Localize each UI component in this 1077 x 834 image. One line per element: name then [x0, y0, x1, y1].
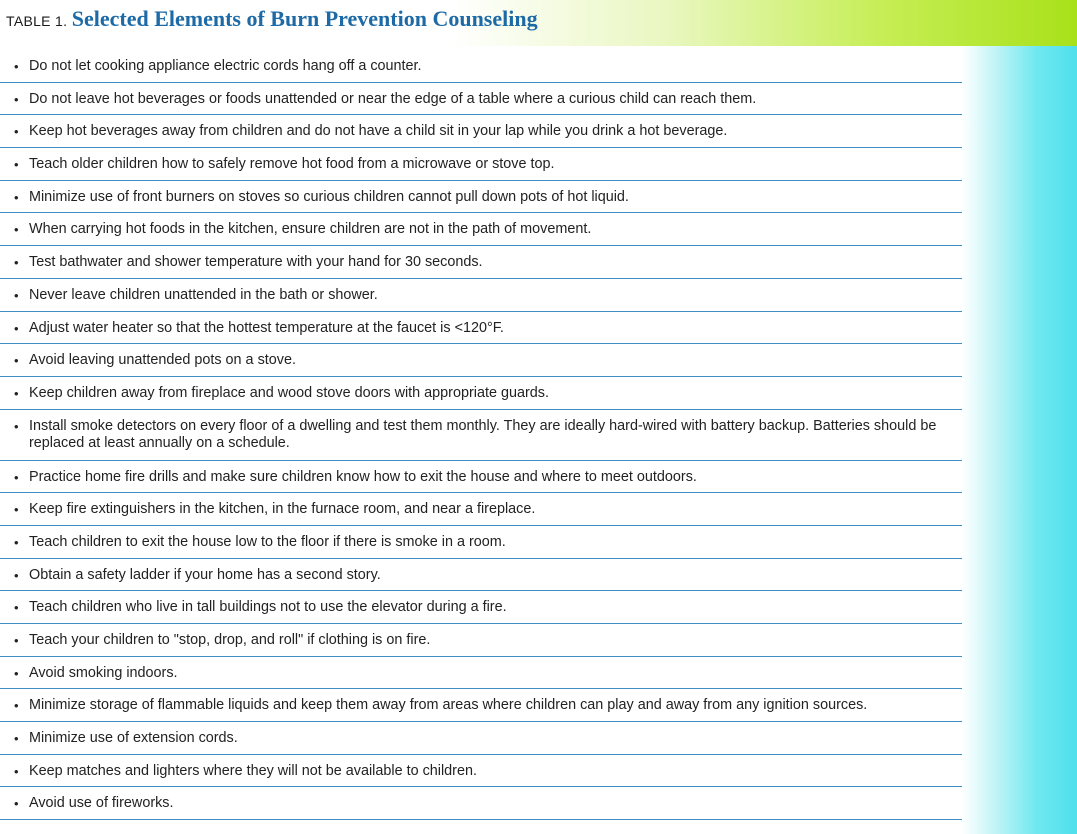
list-item — [0, 493, 962, 526]
bullet-icon: • — [14, 763, 19, 779]
bullet-icon: • — [14, 731, 19, 747]
list-item-text: Do not let cooking appliance electric cords hang off a counter. — [29, 58, 422, 74]
list-item — [0, 312, 962, 345]
list-item-text: Teach your children to "stop, drop, and roll" if clothing is on fire. — [29, 632, 431, 648]
table-caption — [6, 6, 538, 32]
list-item — [0, 722, 962, 755]
list-item-text: Avoid use of fireworks. — [29, 795, 174, 812]
list-item-text: Teach children to exit the house low to the floor if there is smoke in a room. — [29, 533, 506, 550]
list-item-text: Install smoke detectors on every floor of a dwelling and test them monthly. They are ideally hard-wired with battery backup. Batteries should be replaced at least annually on a schedule. — [29, 417, 937, 451]
bullet-icon: • — [14, 502, 19, 518]
bullet-icon: • — [14, 320, 19, 336]
list-item-text: Teach older children how to safely remove hot food from a microwave or stove top. — [29, 156, 555, 173]
list-item — [0, 115, 962, 148]
bullet-icon: • — [14, 222, 19, 238]
bullet-icon: • — [14, 418, 19, 434]
list-item-text: Do not leave hot beverages or foods unattended or near the edge of a table where a curious child can reach them. — [29, 90, 757, 107]
bullet-icon: • — [14, 91, 19, 107]
list-item — [0, 461, 962, 494]
list-item-text: Practice home fire drills and make sure children know how to exit the house and where to meet outdoors. — [29, 468, 697, 485]
bullet-icon: • — [14, 385, 19, 401]
bullet-icon: • — [14, 567, 19, 583]
bullet-icon: • — [14, 665, 19, 681]
list-item — [0, 246, 962, 279]
bullet-icon: • — [14, 157, 19, 173]
list-item — [0, 181, 962, 214]
bullet-icon: • — [14, 59, 19, 74]
list-item — [0, 624, 962, 657]
counseling-list — [0, 50, 962, 820]
list-item — [0, 755, 962, 788]
list-item — [0, 410, 962, 461]
list-item-text: Avoid smoking indoors. — [29, 664, 178, 681]
list-item-text: Minimize use of extension cords. — [29, 730, 238, 747]
bullet-icon: • — [14, 353, 19, 369]
table-label: TABLE 1. — [6, 13, 68, 29]
list-item — [0, 377, 962, 410]
list-item-text: Minimize storage of flammable liquids and keep them away from areas where children can play and away from any ignition sources. — [29, 697, 868, 714]
list-item-text: Keep fire extinguishers in the kitchen, in the furnace room, and near a fireplace. — [29, 501, 536, 518]
table-title: Selected Elements of Burn Prevention Counseling — [71, 6, 538, 31]
list-item-text: Teach children who live in tall buildings not to use the elevator during a fire. — [29, 599, 507, 616]
list-item — [0, 213, 962, 246]
list-item-text: Test bathwater and shower temperature with your hand for 30 seconds. — [29, 254, 483, 271]
bullet-icon: • — [14, 287, 19, 303]
list-item — [0, 559, 962, 592]
list-item — [0, 50, 962, 83]
bullet-icon: • — [14, 600, 19, 616]
list-item — [0, 591, 962, 624]
list-item-text: Keep matches and lighters where they will not be available to children. — [29, 762, 477, 779]
table-header — [0, 0, 1077, 46]
list-item-text: Never leave children unattended in the bath or shower. — [29, 286, 378, 303]
list-item — [0, 689, 962, 722]
bullet-icon: • — [14, 189, 19, 205]
list-item — [0, 344, 962, 377]
list-item — [0, 787, 962, 820]
list-item-text: When carrying hot foods in the kitchen, ensure children are not in the path of movement. — [29, 221, 592, 238]
list-item-text: Adjust water heater so that the hottest temperature at the faucet is <120°F. — [29, 319, 504, 336]
list-item-text: Keep children away from fireplace and wood stove doors with appropriate guards. — [29, 384, 549, 401]
list-item-text: Obtain a safety ladder if your home has a second story. — [29, 566, 381, 583]
bullet-icon: • — [14, 796, 19, 812]
bullet-icon: • — [14, 534, 19, 550]
bullet-icon: • — [14, 124, 19, 140]
list-item — [0, 526, 962, 559]
decorative-side-band — [962, 46, 1077, 834]
list-item-text: Avoid leaving unattended pots on a stove. — [29, 352, 296, 369]
list-item — [0, 83, 962, 116]
bullet-icon: • — [14, 633, 19, 648]
list-item-text: Keep hot beverages away from children and do not have a child sit in your lap while you drink a hot beverage. — [29, 123, 728, 140]
list-item — [0, 279, 962, 312]
list-item — [0, 148, 962, 181]
bullet-icon: • — [14, 698, 19, 714]
bullet-icon: • — [14, 255, 19, 271]
list-item — [0, 657, 962, 690]
bullet-icon: • — [14, 469, 19, 485]
list-item-text: Minimize use of front burners on stoves so curious children cannot pull down pots of hot liquid. — [29, 188, 629, 205]
